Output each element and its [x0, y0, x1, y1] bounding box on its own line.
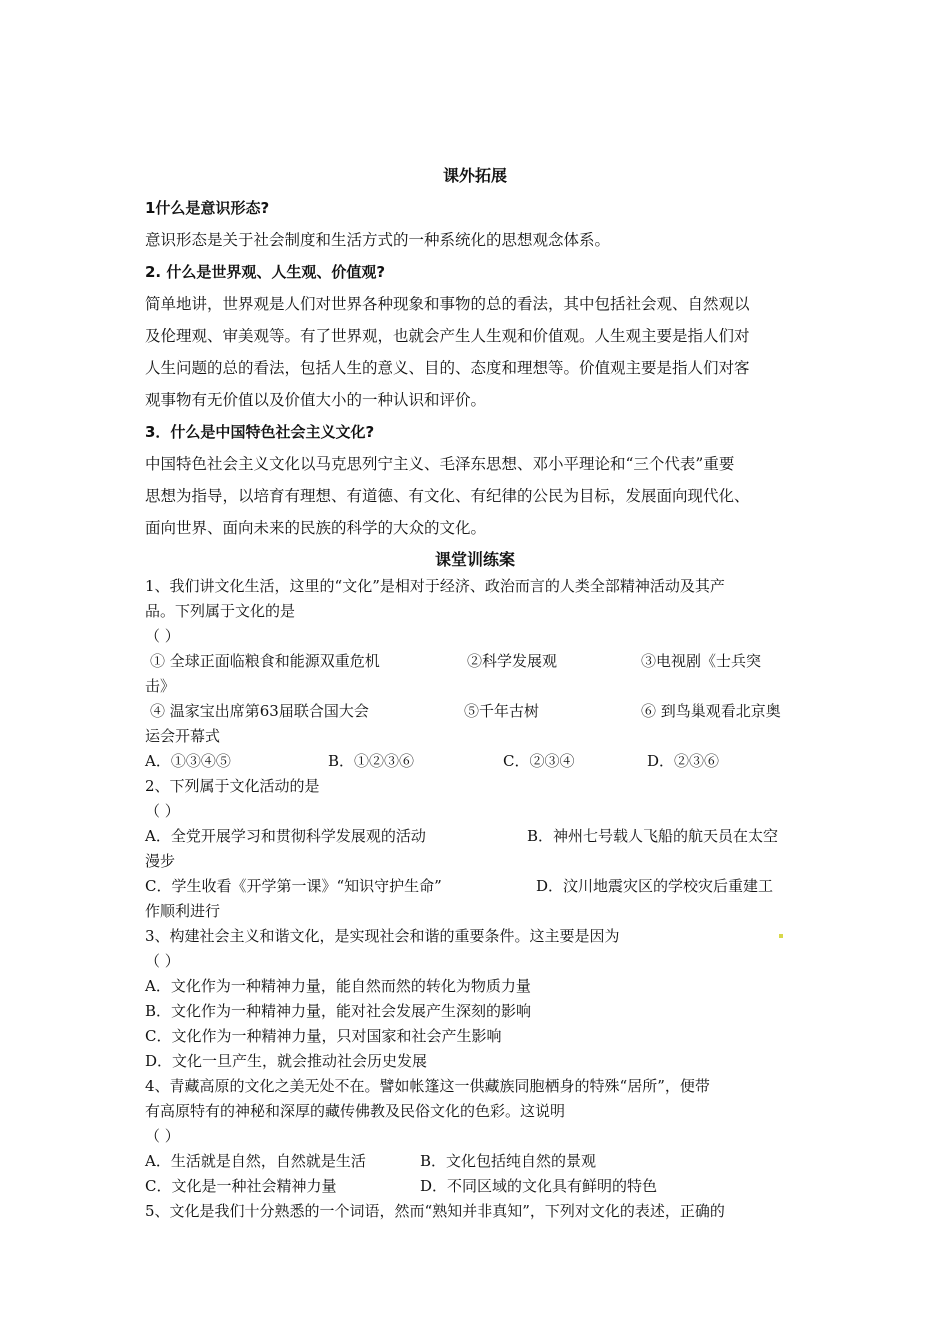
q2-option-c: C．学生收看《开学第一课》“知识守护生命” [145, 877, 442, 895]
q1-item: ③电视剧《士兵突 [641, 652, 762, 670]
ext-question-1: 1什么是意识形态? [145, 199, 270, 217]
q3-stem: 3、构建社会主义和谐文化，是实现社会和谐的重要条件。这主要是因为 [145, 927, 620, 945]
ext-answer-1: 意识形态是关于社会制度和生活方式的一种系统化的思想观念体系。 [145, 231, 611, 249]
q4-option-b: B．文化包括纯自然的景观 [420, 1152, 597, 1170]
ext-answer-2-line: 简单地讲，世界观是人们对世界各种现象和事物的总的看法，其中包括社会观、自然观以 [145, 295, 750, 313]
q1-item-cont: 击》 [145, 677, 176, 695]
q4-stem-line: 有高原特有的神秘和深厚的藏传佛教及民俗文化的色彩。这说明 [145, 1102, 566, 1120]
ext-question-2: 2. 什么是世界观、人生观、价值观? [145, 263, 386, 281]
q1-item: ⑤千年古树 [464, 702, 540, 720]
q4-option-a: A．生活就是自然，自然就是生活 [145, 1152, 366, 1170]
ext-answer-2-line: 及伦理观、审美观等。有了世界观，也就会产生人生观和价值观。人生观主要是指人们对 [145, 327, 750, 345]
stray-mark [779, 934, 783, 938]
q1-choice-c: C．②③④ [503, 752, 575, 770]
q1-choice-a: A．①③④⑤ [145, 752, 231, 770]
q2-option-d-cont: 作顺利进行 [145, 902, 221, 920]
q1-stem-line: 品。下列属于文化的是 [145, 602, 296, 620]
q2-option-a: A．全党开展学习和贯彻科学发展观的活动 [145, 827, 426, 845]
q1-choice-d: D．②③⑥ [647, 752, 720, 770]
ext-answer-3-line: 思想为指导，以培育有理想、有道德、有文化、有纪律的公民为目标，发展面向现代化、 [145, 487, 750, 505]
ext-answer-2-line: 人生问题的总的看法，包括人生的意义、目的、态度和理想等。价值观主要是指人们对客 [145, 359, 750, 377]
q4-stem-line: 4、青藏高原的文化之美无处不在。譬如帐篷这一供藏族同胞栖身的特殊“居所”，便带 [145, 1077, 710, 1095]
q4-option-c: C．文化是一种社会精神力量 [145, 1177, 337, 1195]
q1-item: ① 全球正面临粮食和能源双重危机 [150, 652, 380, 670]
q3-option-a: A．文化作为一种精神力量，能自然而然的转化为物质力量 [145, 977, 531, 995]
ext-answer-2-line: 观事物有无价值以及价值大小的一种认识和评价。 [145, 391, 487, 409]
q1-item: ②科学发展观 [467, 652, 558, 670]
q3-option-c: C．文化作为一种精神力量，只对国家和社会产生影响 [145, 1027, 502, 1045]
q3-answer-paren: （ ） [145, 952, 180, 970]
q5-stem: 5、文化是我们十分熟悉的一个词语，然而“熟知并非真知”，下列对文化的表述，正确的 [145, 1202, 725, 1220]
q1-item: ④ 温家宝出席第63届联合国大会 [150, 702, 369, 720]
q3-option-d: D．文化一旦产生，就会推动社会历史发展 [145, 1052, 428, 1070]
q1-item-cont: 运会开幕式 [145, 727, 221, 745]
q1-item: ⑥ 到鸟巢观看北京奥 [641, 702, 781, 720]
ext-answer-3-line: 中国特色社会主义文化以马克思列宁主义、毛泽东思想、邓小平理论和“三个代表”重要 [145, 455, 735, 473]
q4-option-d: D．不同区域的文化具有鲜明的特色 [420, 1177, 658, 1195]
q3-option-b: B．文化作为一种精神力量，能对社会发展产生深刻的影响 [145, 1002, 532, 1020]
section-title-training: 课堂训练案 [434, 550, 515, 569]
q2-option-b-cont: 漫步 [145, 852, 176, 870]
q1-stem-line: 1、我们讲文化生活，这里的“文化”是相对于经济、政治而言的人类全部精神活动及其产 [145, 577, 725, 595]
q2-stem: 2、下列属于文化活动的是 [145, 777, 320, 795]
q1-choice-b: B．①②③⑥ [328, 752, 415, 770]
q2-option-d: D．汶川地震灾区的学校灾后重建工 [536, 877, 774, 895]
section-title-extension: 课外拓展 [442, 166, 507, 185]
ext-question-3: 3．什么是中国特色社会主义文化? [145, 423, 375, 441]
q2-answer-paren: （ ） [145, 802, 180, 820]
q1-answer-paren: （ ） [145, 627, 180, 645]
q2-option-b: B．神州七号载人飞船的航天员在太空 [527, 827, 779, 845]
q4-answer-paren: （ ） [145, 1127, 180, 1145]
ext-answer-3-line: 面向世界、面向未来的民族的科学的大众的文化。 [145, 519, 487, 537]
